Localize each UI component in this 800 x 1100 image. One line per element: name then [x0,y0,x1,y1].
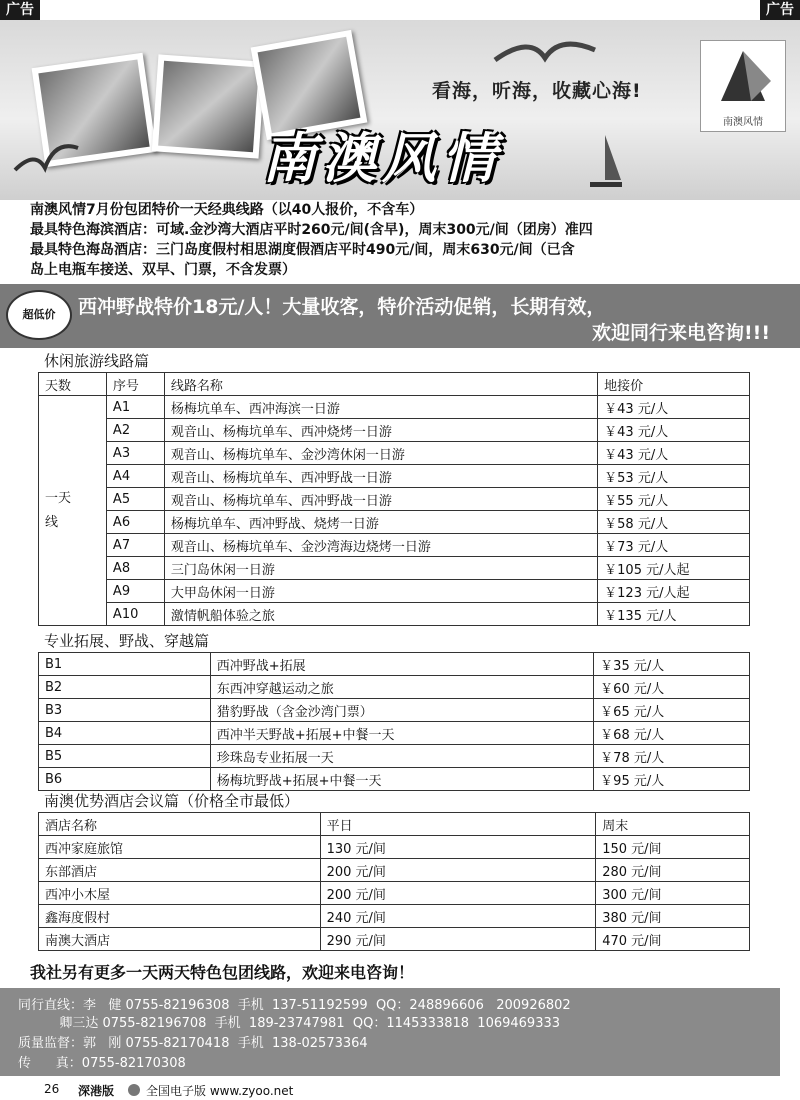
cell-price: ￥43 元/人 [598,442,750,465]
intro-line: 南澳风情7月份包团特价一天经典线路（以40人报价，不含车） [30,202,424,218]
cell-weekend: 380 元/间 [596,905,750,928]
cell-price: ￥58 元/人 [598,511,750,534]
contact-row: 同行直线：李 健 0755-82196308 手机 137-51192599 QQ：248896606 200926802 [18,998,571,1013]
cell-route: 大甲岛休闲一日游 [164,580,597,603]
header-days: 天数 [39,373,107,396]
promo-badge: 超低价 [6,290,72,340]
cell-no: B3 [39,699,211,722]
cell-weekday: 200 元/间 [320,882,596,905]
seagull-icon-2 [490,30,600,80]
sailboat-icon [585,130,625,200]
cell-weekday: 290 元/间 [320,928,596,951]
cell-price: ￥55 元/人 [598,488,750,511]
cell-route: 西冲野战+拓展 [210,653,593,676]
cell-no: A10 [106,603,164,626]
cell-route: 珍珠岛专业拓展一天 [210,745,593,768]
logo-text: 南澳风情 [723,117,763,128]
ad-tag-left: 广告 [0,0,40,20]
slogan: 看海，听海，收藏心海! [432,80,642,102]
table-row [39,699,750,722]
cell-no: A7 [106,534,164,557]
cell-no: A1 [106,396,164,419]
section-title-leisure: 休闲旅游线路篇 [44,352,150,370]
cell-price: ￥95 元/人 [594,768,750,791]
leisure-table [38,372,750,626]
table-row [39,580,750,603]
header-weekday: 平日 [320,813,596,836]
cell-price: ￥78 元/人 [594,745,750,768]
cell-no: B1 [39,653,211,676]
cell-route: 观音山、杨梅坑单车、金沙湾休闲一日游 [164,442,597,465]
table-row [39,928,750,951]
cell-name: 东部酒店 [39,859,321,882]
cell-price: ￥65 元/人 [594,699,750,722]
cell-route: 观音山、杨梅坑单车、金沙湾海边烧烤一日游 [164,534,597,557]
table-row [39,676,750,699]
table-row [39,488,750,511]
outdoor-table [38,652,750,791]
cell-price: ￥135 元/人 [598,603,750,626]
cell-route: 西冲半天野战+拓展+中餐一天 [210,722,593,745]
promo-bar [0,284,800,348]
table-row [39,557,750,580]
cell-route: 三门岛休闲一日游 [164,557,597,580]
edition-label: 深港版 [78,1084,115,1098]
cell-no: A2 [106,419,164,442]
cell-name: 西冲家庭旅馆 [39,836,321,859]
table-row [39,653,750,676]
cell-no: A6 [106,511,164,534]
cell-no: B5 [39,745,211,768]
banner [0,20,800,200]
cell-route: 激情帆船体验之旅 [164,603,597,626]
sail-logo-icon [701,41,785,111]
cell-price: ￥53 元/人 [598,465,750,488]
contact-row: 卿三达 0755-82196708 手机 189-23747981 QQ：1145333818 1069469333 [18,1016,561,1031]
cell-route: 观音山、杨梅坑单车、西冲野战一日游 [164,488,597,511]
page-title: 南澳风情 [262,126,502,190]
cell-route: 杨梅坑单车、西冲野战、烧烤一日游 [164,511,597,534]
contact-bar [0,988,780,1076]
cell-route: 观音山、杨梅坑单车、西冲烧烤一日游 [164,419,597,442]
cell-no: A9 [106,580,164,603]
footer [0,1078,800,1100]
table-row [39,768,750,791]
cell-weekday: 240 元/间 [320,905,596,928]
cell-no: B6 [39,768,211,791]
contact-row: 质量监督：郭 刚 0755-82170418 手机 138-02573364 [18,1036,368,1051]
cell-route: 杨梅坑野战+拓展+中餐一天 [210,768,593,791]
edition-mark-icon [128,1084,140,1096]
cell-no: B2 [39,676,211,699]
cell-weekend: 150 元/间 [596,836,750,859]
table-row [39,603,750,626]
ad-tag-right: 广告 [760,0,800,20]
cell-weekday: 130 元/间 [320,836,596,859]
section-title-hotels: 南澳优势酒店会议篇（价格全市最低） [44,792,300,810]
intro-line: 最具特色海岛酒店：三门岛度假村相思湖度假酒店平时490元/间，周末630元/间（已含 [30,242,575,258]
cell-no: A8 [106,557,164,580]
cell-name: 鑫海度假村 [39,905,321,928]
cell-no: A3 [106,442,164,465]
header-hotel-name: 酒店名称 [39,813,321,836]
table-row [39,745,750,768]
cell-no: A4 [106,465,164,488]
table-header-row [39,813,750,836]
cell-price: ￥43 元/人 [598,396,750,419]
days-cell: 一天 线 [39,396,107,626]
cell-route: 杨梅坑单车、西冲海滨一日游 [164,396,597,419]
header-route: 线路名称 [164,373,597,396]
table-row [39,442,750,465]
website-label: 全国电子版 www.zyoo.net [146,1084,294,1098]
cell-price: ￥60 元/人 [594,676,750,699]
cell-route: 东西冲穿越运动之旅 [210,676,593,699]
logo [700,40,786,132]
cell-no: A5 [106,488,164,511]
hotel-table [38,812,750,951]
cell-name: 西冲小木屋 [39,882,321,905]
cell-no: B4 [39,722,211,745]
cell-weekday: 200 元/间 [320,859,596,882]
cell-weekend: 300 元/间 [596,882,750,905]
page-number: 26 [44,1082,60,1096]
cell-price: ￥35 元/人 [594,653,750,676]
closing-text: 我社另有更多一天两天特色包团线路，欢迎来电咨询！ [30,963,415,982]
cell-price: ￥68 元/人 [594,722,750,745]
table-row [39,511,750,534]
header-price: 地接价 [598,373,750,396]
cell-route: 观音山、杨梅坑单车、西冲野战一日游 [164,465,597,488]
seagull-icon [10,130,80,190]
table-header-row [39,373,750,396]
intro-text [30,200,780,280]
table-row [39,882,750,905]
header-no: 序号 [106,373,164,396]
cell-price: ￥73 元/人 [598,534,750,557]
promo-line-1: 西冲野战特价18元/人！大量收客，特价活动促销，长期有效， [78,296,606,318]
promo-line-2: 欢迎同行来电咨询!!! [592,322,770,344]
table-row [39,905,750,928]
cell-price: ￥123 元/人起 [598,580,750,603]
table-row [39,722,750,745]
table-row [39,465,750,488]
table-row [39,859,750,882]
cell-weekend: 280 元/间 [596,859,750,882]
cell-weekend: 470 元/间 [596,928,750,951]
table-row [39,419,750,442]
photo-forest [152,54,266,158]
contact-row: 传 真：0755-82170308 [18,1056,186,1071]
table-row [39,836,750,859]
cell-name: 南澳大酒店 [39,928,321,951]
table-row [39,396,750,419]
table-row [39,534,750,557]
intro-line: 最具特色海滨酒店：可域.金沙湾大酒店平时260元/间(含早)，周末300元/间（团房）准四 [30,222,593,238]
section-title-outdoor: 专业拓展、野战、穿越篇 [44,632,210,650]
cell-route: 猎豹野战（含金沙湾门票） [210,699,593,722]
cell-price: ￥105 元/人起 [598,557,750,580]
cell-price: ￥43 元/人 [598,419,750,442]
header-weekend: 周末 [596,813,750,836]
intro-line: 岛上电瓶车接送、双早、门票，不含发票） [30,262,296,278]
